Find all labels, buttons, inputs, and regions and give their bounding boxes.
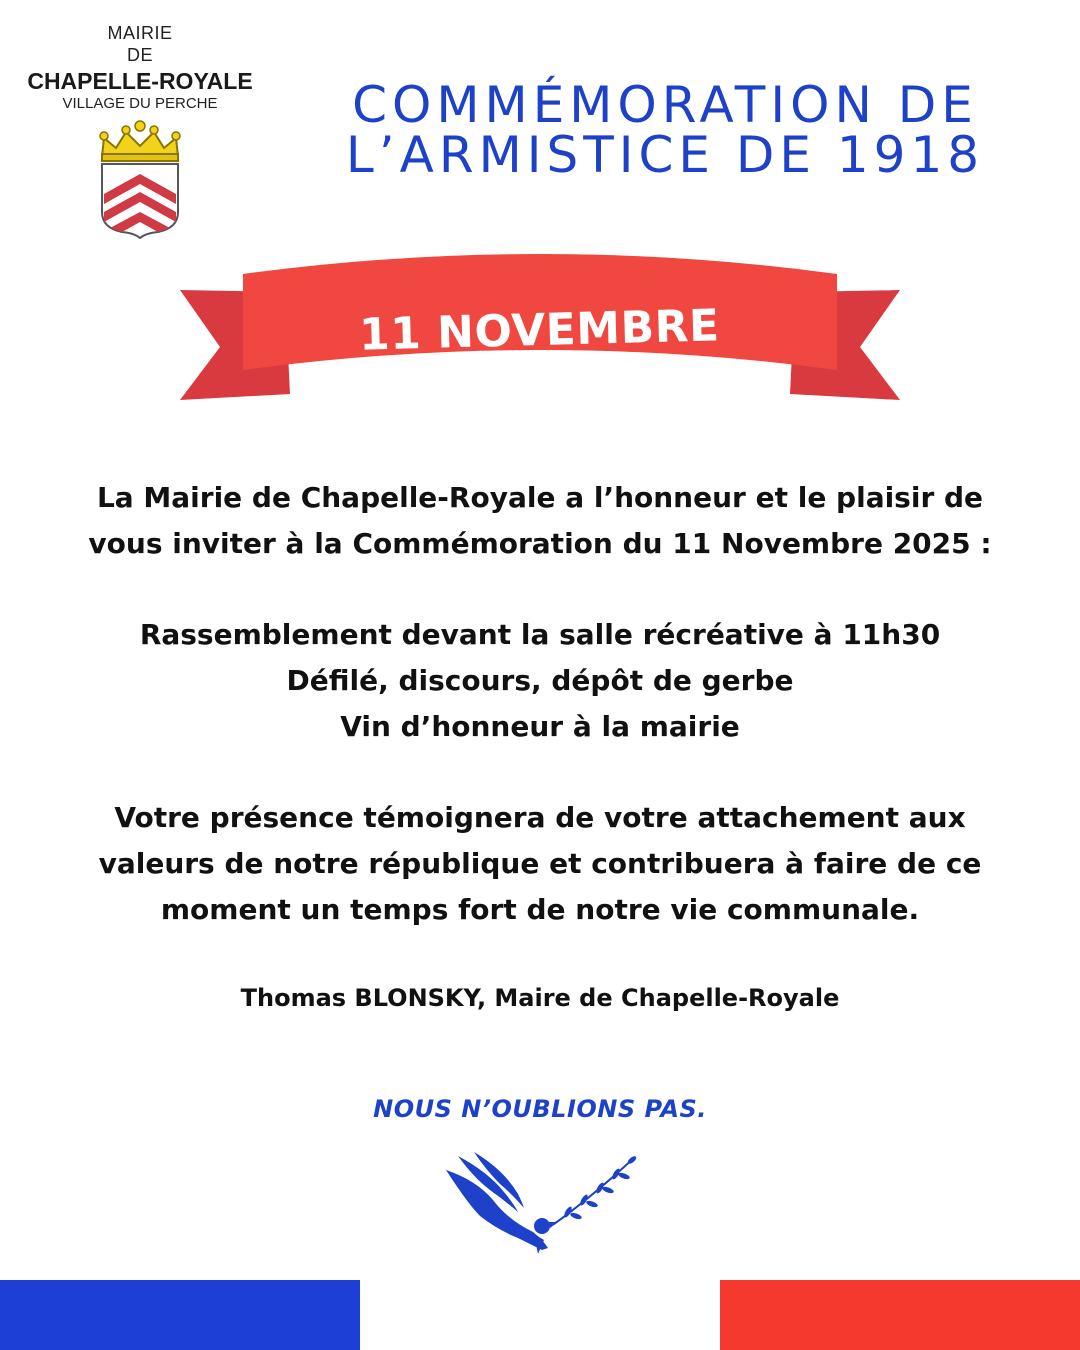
page-title — [280, 76, 1050, 184]
program-item: Rassemblement devant la salle récréative à 11h30 — [139, 618, 941, 651]
logo-town-name: CHAPELLE-ROYALE — [27, 68, 253, 94]
mayor-signature: Thomas BLONSKY, Maire de Chapelle-Royale — [240, 984, 840, 1012]
invitation-intro — [40, 475, 1040, 567]
program-item: Défilé, discours, dépôt de gerbe — [286, 664, 794, 697]
intro-line-2: vous inviter à la Commémoration du 11 Novembre 2025 : — [88, 527, 992, 560]
logo-subtitle: VILLAGE DU PERCHE — [62, 95, 218, 112]
flag-stripe-blue — [0, 1280, 360, 1350]
logo-line-mairie: MAIRIE — [107, 23, 173, 43]
closing-line-1: Votre présence témoignera de votre attachement aux — [114, 801, 966, 834]
flag-stripe-red — [720, 1280, 1080, 1350]
logo-line-de: DE — [126, 45, 153, 65]
mairie-logo — [20, 22, 260, 113]
flag-stripe-white — [360, 1280, 720, 1350]
crown-icon — [100, 121, 180, 161]
title-line-1: COMMÉMORATION DE — [352, 76, 978, 134]
dove-icon — [438, 1150, 643, 1255]
program-item: Vin d’honneur à la mairie — [340, 710, 740, 743]
motto: NOUS N’OUBLIONS PAS. — [373, 1095, 707, 1123]
closing-line-2: valeurs de notre république et contribuera à faire de ce — [98, 847, 982, 880]
closing-paragraph — [40, 795, 1040, 933]
event-date: 11 NOVEMBRE 2025 — [358, 300, 721, 409]
coat-of-arms-icon — [96, 120, 184, 240]
title-line-2: L’ARMISTICE DE 1918 — [345, 126, 985, 184]
closing-line-3: moment un temps fort de notre vie communale. — [160, 893, 920, 926]
intro-line-1: La Mairie de Chapelle-Royale a l’honneur et le plaisir de — [96, 481, 984, 514]
event-program — [40, 612, 1040, 750]
